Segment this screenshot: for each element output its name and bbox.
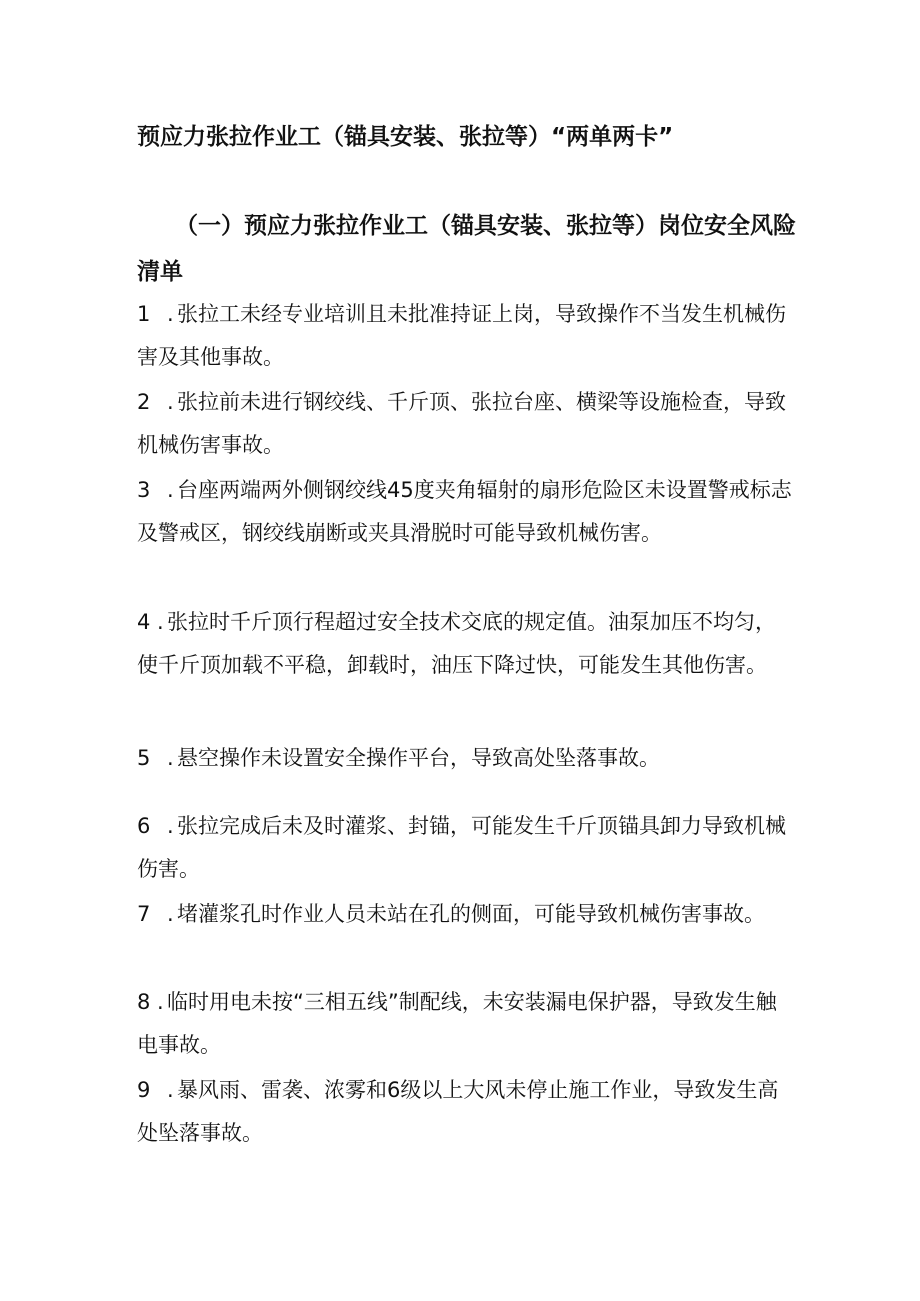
document-title: 预应力张拉作业工（锚具安装、张拉等）“两单两卡”: [137, 124, 674, 150]
list-item: 2 . 张拉前未进行钢绞线、千斤顶、张拉台座、横梁等设施检查，导致机械伤害事故。: [137, 381, 792, 467]
item-text: 张拉时千斤顶行程超过安全技术交底的规定值。油泵加压不均匀，使千斤顶加载不平稳，卸载时，油压下降过快，可能发生其他伤害。: [137, 610, 776, 677]
item-text: 台座两端两外侧钢绞线45度夹角辐射的扇形危险区未设置警戒标志及警戒区，钢绞线崩断或夹具滑脱时可能导致机械伤害。: [137, 478, 792, 545]
list-item: 1 . 张拉工未经专业培训且未批准持证上岗，导致操作不当发生机械伤害及其他事故。: [137, 293, 792, 379]
item-text: 张拉工未经专业培训且未批准持证上岗，导致操作不当发生机械伤害及其他事故。: [137, 302, 786, 369]
list-item: 4 . 张拉时千斤顶行程超过安全技术交底的规定值。油泵加压不均匀，使千斤顶加载不平稳，卸载时，油压下降过快，可能发生其他伤害。: [137, 601, 792, 687]
list-item: 3 . 台座两端两外侧钢绞线45度夹角辐射的扇形危险区未设置警戒标志及警戒区，钢绞线崩断或夹具滑脱时可能导致机械伤害。: [137, 469, 792, 555]
list-item: 8 . 临时用电未按“三相五线”制配线，未安装漏电保护器，导致发生触电事故。: [137, 981, 792, 1067]
item-text: 堵灌浆孔时作业人员未站在孔的侧面，可能导致机械伤害事故。: [177, 902, 765, 926]
section-heading: （一）预应力张拉作业工（锚具安装、张拉等）岗位安全风险清单: [137, 213, 796, 285]
item-number: 1: [137, 302, 151, 326]
item-number: 8: [137, 990, 151, 1014]
list-item: 9 . 暴风雨、雷袭、浓雾和6级以上大风未停止施工作业，导致发生高处坠落事故。: [137, 1069, 792, 1155]
item-number: 2: [137, 390, 151, 414]
list-item: 5 . 悬空操作未设置安全操作平台，导致高处坠落事故。: [137, 737, 792, 780]
list-item: 7 . 堵灌浆孔时作业人员未站在孔的侧面，可能导致机械伤害事故。: [137, 893, 792, 936]
item-number: 6: [137, 814, 151, 838]
item-number: 4: [137, 610, 151, 634]
item-text: 张拉前未进行钢绞线、千斤顶、张拉台座、横梁等设施检查，导致机械伤害事故。: [137, 390, 786, 457]
item-text: 暴风雨、雷袭、浓雾和6级以上大风未停止施工作业，导致发生高处坠落事故。: [137, 1078, 779, 1145]
item-number: 7: [137, 902, 151, 926]
item-number: 9: [137, 1078, 151, 1102]
item-text: 张拉完成后未及时灌浆、封锚，可能发生千斤顶锚具卸力导致机械伤害。: [137, 814, 786, 881]
list-item: 6 . 张拉完成后未及时灌浆、封锚，可能发生千斤顶锚具卸力导致机械伤害。: [137, 805, 792, 891]
item-text: 临时用电未按“三相五线”制配线，未安装漏电保护器，导致发生触电事故。: [137, 990, 777, 1057]
item-number: 3: [137, 478, 151, 502]
item-text: 悬空操作未设置安全操作平台，导致高处坠落事故。: [177, 746, 660, 770]
item-number: 5: [137, 746, 151, 770]
